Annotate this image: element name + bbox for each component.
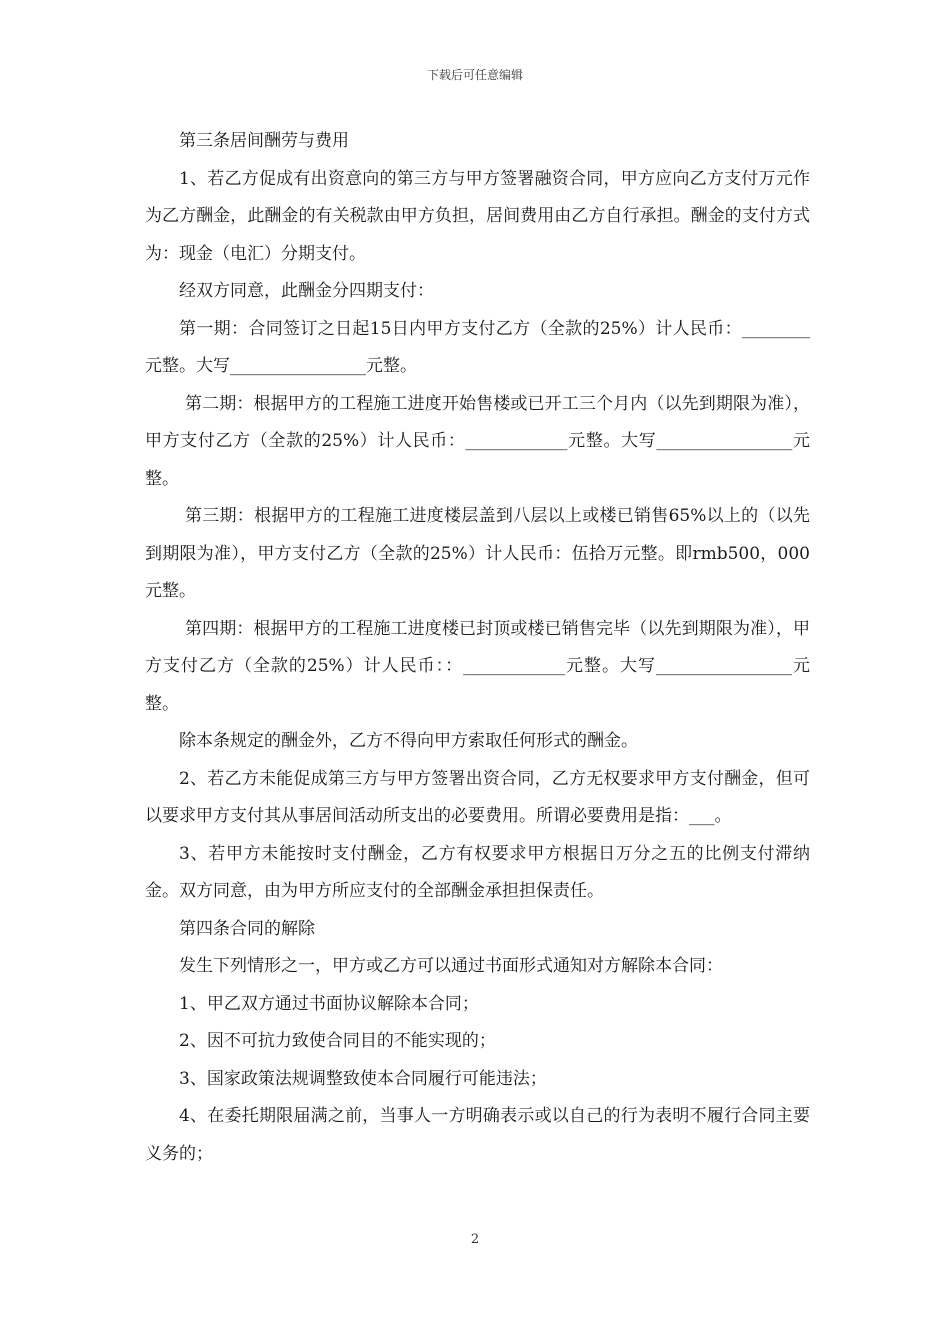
paragraph-installments-intro: 经双方同意，此酬金分四期支付：: [179, 281, 434, 301]
page-header: 下载后可任意编辑: [426, 68, 523, 82]
list-item-termination-3: 3、国家政策法规调整致使本合同履行可能违法；: [179, 1068, 547, 1089]
paragraph-installment-4: 第四期：根据甲方的工程施工进度楼已封顶或楼已销售完毕（以先到期限为准），甲方支付乙方（全款的25%）计人民币：：____________元整。大写________________元整。: [145, 618, 810, 714]
paragraph-installment-2: 第二期：根据甲方的工程施工进度开始售楼或已开工三个月内（以先到期限为准），甲方支付乙方（全款的25%）计人民币：____________元整。大写________________元整。: [145, 393, 810, 489]
list-item-termination-1: 1、甲乙双方通过书面协议解除本合同；: [179, 993, 479, 1014]
section-heading-article-3: 第三条居间酬劳与费用: [179, 131, 349, 151]
paragraph-installment-3: 第三期：根据甲方的工程施工进度楼层盖到八层以上或楼已销售65%以上的（以先到期限为准），甲方支付乙方（全款的25%）计人民币：伍拾万元整。即rmb500，000元整。: [145, 506, 810, 601]
list-item-termination-4: 4、在委托期限届满之前，当事人一方明确表示或以自己的行为表明不履行合同主要义务的；: [145, 1106, 810, 1164]
paragraph-installment-1: 第一期：合同签订之日起15日内甲方支付乙方（全款的25%）计人民币：________元整。大写________________元整。: [145, 318, 810, 376]
section-heading-article-4: 第四条合同的解除: [179, 918, 315, 939]
paragraph-clause-3: 3、若甲方未能按时支付酬金，乙方有权要求甲方根据日万分之五的比例支付滞纳金。双方同意，由为甲方所应支付的全部酬金承担担保责任。: [145, 843, 810, 901]
paragraph-clause-1: 1、若乙方促成有出资意向的第三方与甲方签署融资合同，甲方应向乙方支付万元作为乙方酬金，此酬金的有关税款由甲方负担，居间费用由乙方自行承担。酬金的支付方式为：现金（电汇）分期支付。: [145, 168, 810, 264]
paragraph-termination-intro: 发生下列情形之一，甲方或乙方可以通过书面形式通知对方解除本合同：: [179, 956, 723, 976]
document-body: [145, 123, 810, 1173]
page-number: 2: [470, 1232, 480, 1247]
paragraph-clause-2: 2、若乙方未能促成第三方与甲方签署出资合同，乙方无权要求甲方支付酬金，但可以要求甲方支付其从事居间活动所支出的必要费用。所谓必要费用是指：___。: [145, 768, 810, 826]
paragraph-no-other-fees: 除本条规定的酬金外，乙方不得向甲方索取任何形式的酬金。: [179, 731, 638, 751]
list-item-termination-2: 2、因不可抗力致使合同目的不能实现的；: [179, 1031, 496, 1051]
